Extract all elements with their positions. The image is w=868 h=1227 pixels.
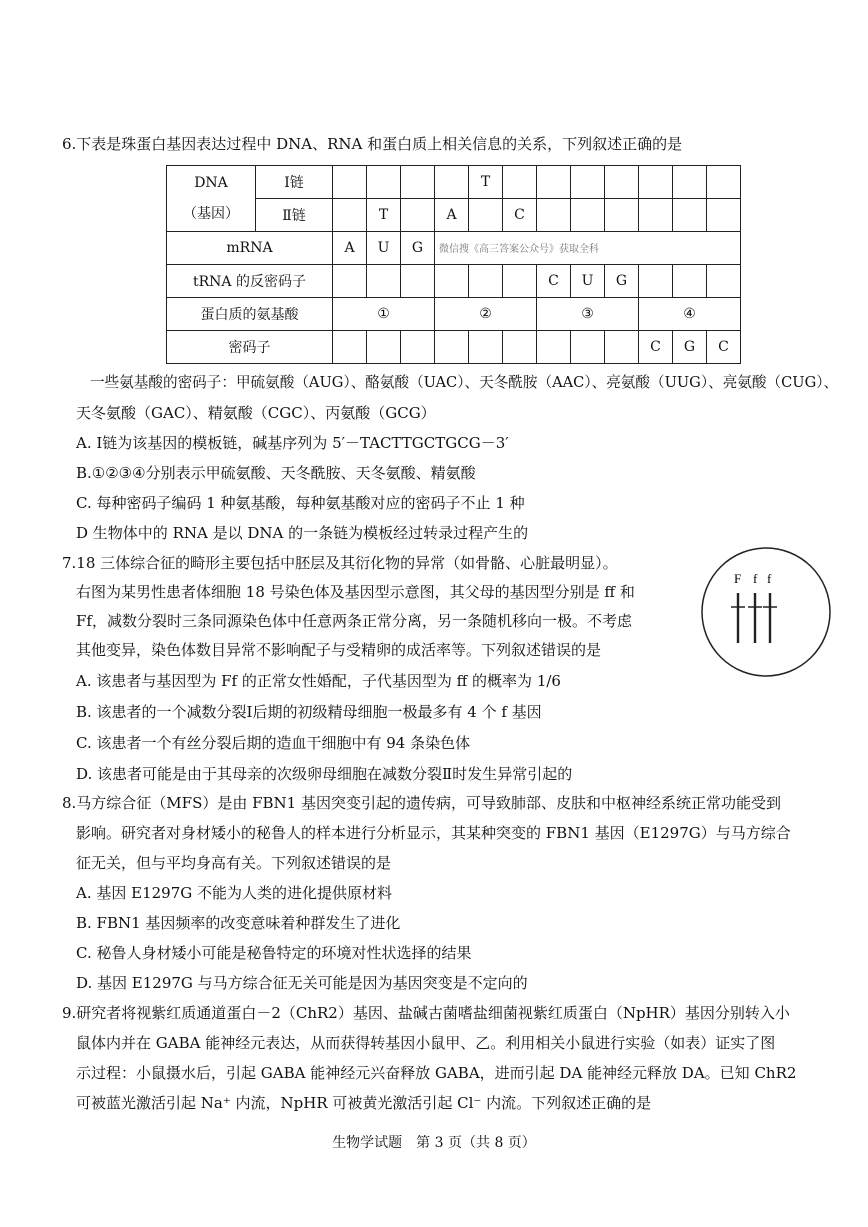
trna-cell [707,265,741,298]
chain1-cell [639,166,673,199]
q7-option-c: C. 该患者一个有丝分裂后期的造血干细胞中有 94 条染色体 [76,734,471,752]
codon-cell [435,331,469,364]
q6-option-b: B.①②③④分别表示甲硫氨酸、天冬酰胺、天冬氨酸、精氨酸 [76,464,476,482]
chain2-cell [639,199,673,232]
q9-line1: 9.研究者将视紫红质通道蛋白－2（ChR2）基因、盐碱古菌嗜盐细菌视紫红质蛋白（NpHR）基因分别转入小 [62,1004,790,1022]
chain1-cell [605,166,639,199]
mrna-label: mRNA [167,232,333,265]
q8-line2: 影响。研究者对身材矮小的秘鲁人的样本进行分析显示，其某种突变的 FBN1 基因（E1297G）与马方综合 [76,824,791,842]
codon-cell [333,331,367,364]
q6-option-a: A. Ⅰ链为该基因的模板链，碱基序列为 5′－TACTTGCTGCG－3′ [76,434,509,452]
chain2-cell [537,199,571,232]
q6-option-d: D 生物体中的 RNA 是以 DNA 的一条链为模板经过转录过程产生的 [76,524,529,542]
q7-line4: 其他变异，染色体数目异常不影响配子与受精卵的成活率等。下列叙述错误的是 [76,641,602,659]
q8-line1: 8.马方综合征（MFS）是由 FBN1 基因突变引起的遗传病，可导致肺部、皮肤和中枢神经系统正常功能受到 [62,794,781,812]
chain1-cell [401,166,435,199]
chain1-cell [435,166,469,199]
amino-acid-cell: ③ [537,298,639,331]
trna-cell [367,265,401,298]
dna-gene-label [167,166,256,232]
dna-label: DNA [194,174,228,191]
trna-cell [469,265,503,298]
q8-option-a: A. 基因 E1297G 不能为人类的进化提供原材料 [76,884,393,902]
codon-cell [469,331,503,364]
amino-acid-cell: ④ [639,298,741,331]
mrna-cell: A [333,232,367,265]
q6-note-line1: 一些氨基酸的密码子：甲硫氨酸（AUG）、酪氨酸（UAC）、天冬酰胺（AAC）、亮氨酸（UUG）、亮氨酸（CUG）、 [90,374,839,391]
codon-cell [571,331,605,364]
codon-cell [367,331,401,364]
q6-option-c: C. 每种密码子编码 1 种氨基酸，每种氨基酸对应的密码子不止 1 种 [76,494,525,512]
codon-cell [537,331,571,364]
q7-line3: Ff，减数分裂时三条同源染色体中任意两条正常分离，另一条随机移向一极。不考虑 [76,612,632,630]
q7-line1: 7.18 三体综合征的畸形主要包括中胚层及其衍化物的异常（如骨骼、心脏最明显）。 [62,554,618,572]
gene-label-2: f [753,571,758,586]
trna-label: tRNA 的反密码子 [167,265,333,298]
trna-cell [503,265,537,298]
chromosome-figure [683,545,849,679]
mrna-cell: G [401,232,435,265]
codon-cell: G [673,331,707,364]
chain2-cell: T [367,199,401,232]
trna-cell: C [537,265,571,298]
q7-option-b: B. 该患者的一个减数分裂Ⅰ后期的初级精母细胞一极最多有 4 个 f 基因 [76,703,542,721]
q6-note-line2: 天冬氨酸（GAC）、精氨酸（CGC）、丙氨酸（GCG） [76,404,436,422]
codon-label: 密码子 [167,331,333,364]
codon-cell [401,331,435,364]
q8-option-d: D. 基因 E1297G 与马方综合征无关可能是因为基因突变是不定向的 [76,974,528,992]
chain2-cell [469,199,503,232]
codon-cell: C [707,331,741,364]
q9-line3: 示过程：小鼠摄水后，引起 GABA 能神经元兴奋释放 GABA，进而引起 DA 能神经元释放 DA。已知 ChR2 [76,1064,797,1082]
q9-line2: 鼠体内并在 GABA 能神经元表达，从而获得转基因小鼠甲、乙。利用相关小鼠进行实验（如表）证实了图 [76,1034,776,1052]
codon-cell [503,331,537,364]
trna-cell: G [605,265,639,298]
amino-acid-label: 蛋白质的氨基酸 [167,298,333,331]
chain1-cell [571,166,605,199]
chain2-label: Ⅱ链 [256,199,333,232]
q9-line4: 可被蓝光激活引起 Na⁺ 内流，NpHR 可被黄光激活引起 Cl⁻ 内流。下列叙述正确的是 [76,1094,652,1112]
page-footer: 生物学试题 第 3 页（共 8 页） [332,1135,536,1151]
chain1-cell [333,166,367,199]
q7-option-a: A. 该患者与基因型为 Ff 的正常女性婚配，子代基因型为 ff 的概率为 1/6 [76,672,561,690]
chain1-cell: T [469,166,503,199]
chain1-label: Ⅰ链 [256,166,333,199]
cell-outline [702,548,830,676]
amino-acid-cell: ① [333,298,435,331]
amino-acid-cell: ② [435,298,537,331]
gene-label-1: F [734,571,742,586]
trna-cell [673,265,707,298]
chain1-cell [707,166,741,199]
chain1-cell [367,166,401,199]
q8-option-c: C. 秘鲁人身材矮小可能是秘鲁特定的环境对性状选择的结果 [76,944,472,962]
chain2-cell [673,199,707,232]
mrna-remaining-cells [435,232,741,265]
trna-cell [639,265,673,298]
chain2-cell: C [503,199,537,232]
trna-cell: U [571,265,605,298]
codon-cell: C [639,331,673,364]
chain2-cell [333,199,367,232]
q6-stem: 6.下表是珠蛋白基因表达过程中 DNA、RNA 和蛋白质上相关信息的关系，下列叙述正确的是 [62,135,683,153]
mrna-cell: U [367,232,401,265]
chain2-cell [571,199,605,232]
watermark-text: 微信搜《高三答案公众号》获取全科 [439,244,599,255]
chain2-cell [401,199,435,232]
codon-cell [605,331,639,364]
gene-expression-table [166,165,741,364]
trna-cell [401,265,435,298]
q7-option-d: D. 该患者可能是由于其母亲的次级卵母细胞在减数分裂Ⅱ时发生异常引起的 [76,765,573,783]
q8-line3: 征无关，但与平均身高有关。下列叙述错误的是 [76,854,392,872]
chain2-cell [605,199,639,232]
chain1-cell [503,166,537,199]
chain2-cell [707,199,741,232]
trna-cell [333,265,367,298]
gene-label-3: f [767,571,772,586]
q8-option-b: B. FBN1 基因频率的改变意味着种群发生了进化 [76,914,401,932]
chain1-cell [673,166,707,199]
q7-line2: 右图为某男性患者体细胞 18 号染色体及基因型示意图，其父母的基因型分别是 ff 和 [76,583,635,601]
chain1-cell [537,166,571,199]
gene-label: （基因） [183,205,239,222]
chain2-cell: A [435,199,469,232]
trna-cell [435,265,469,298]
